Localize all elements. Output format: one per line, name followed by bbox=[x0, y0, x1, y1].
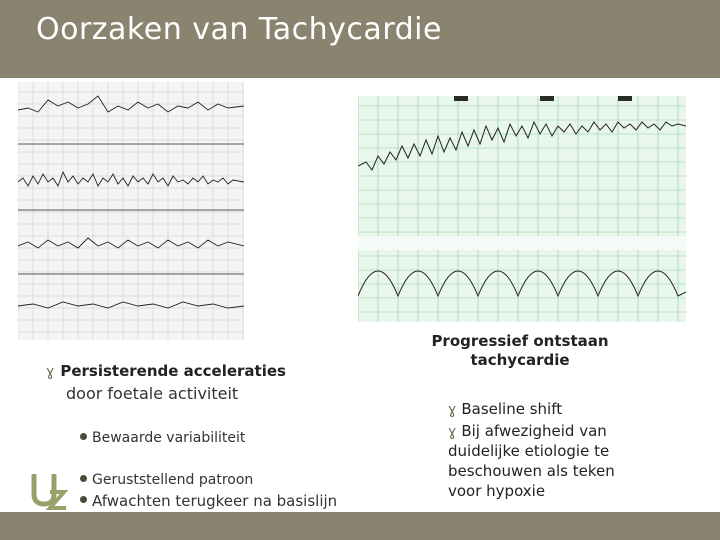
sub-bullet-text: Afwachten terugkeer na basislijn bbox=[92, 492, 338, 510]
right-bullet bbox=[448, 422, 607, 441]
right-heading-line2: tachycardie bbox=[470, 351, 570, 369]
ctg-right-image bbox=[358, 96, 686, 322]
right-continuation-line: voor hypoxie bbox=[448, 482, 546, 500]
right-bullet-text: Baseline shift bbox=[461, 400, 563, 418]
bullet-symbol: ɣ bbox=[448, 424, 457, 440]
left-sub-bullet bbox=[80, 472, 253, 488]
right-continuation-line: beschouwen als teken bbox=[448, 462, 615, 480]
sub-bullet-text: Geruststellend patroon bbox=[92, 472, 254, 488]
sub-bullet-text: Bewaarde variabiliteit bbox=[92, 430, 246, 446]
bullet-symbol: ɣ bbox=[448, 402, 457, 418]
bullet-dot-icon bbox=[80, 433, 87, 440]
uz-logo-icon bbox=[28, 468, 68, 510]
slide-title: Oorzaken van Tachycardie bbox=[36, 12, 442, 47]
right-bullet bbox=[448, 400, 562, 419]
bullet-symbol: ɣ bbox=[46, 364, 55, 380]
left-sub-bullet bbox=[80, 430, 245, 446]
left-bullet-line2: door foetale activiteit bbox=[66, 384, 239, 403]
right-bullet-text: Bij afwezigheid van bbox=[461, 422, 607, 440]
bullet-dot-icon bbox=[80, 475, 87, 482]
left-bullet-bold: Persisterende acceleraties bbox=[60, 362, 286, 380]
right-continuation-line: duidelijke etiologie te bbox=[448, 442, 610, 460]
left-bullet-main bbox=[46, 362, 286, 380]
right-heading bbox=[410, 332, 630, 370]
footer-bar bbox=[0, 512, 720, 540]
bullet-dot-icon bbox=[80, 496, 87, 503]
ctg-left-image bbox=[18, 82, 244, 340]
left-sub-bullet bbox=[80, 492, 337, 510]
right-heading-line1: Progressief ontstaan bbox=[431, 332, 609, 350]
